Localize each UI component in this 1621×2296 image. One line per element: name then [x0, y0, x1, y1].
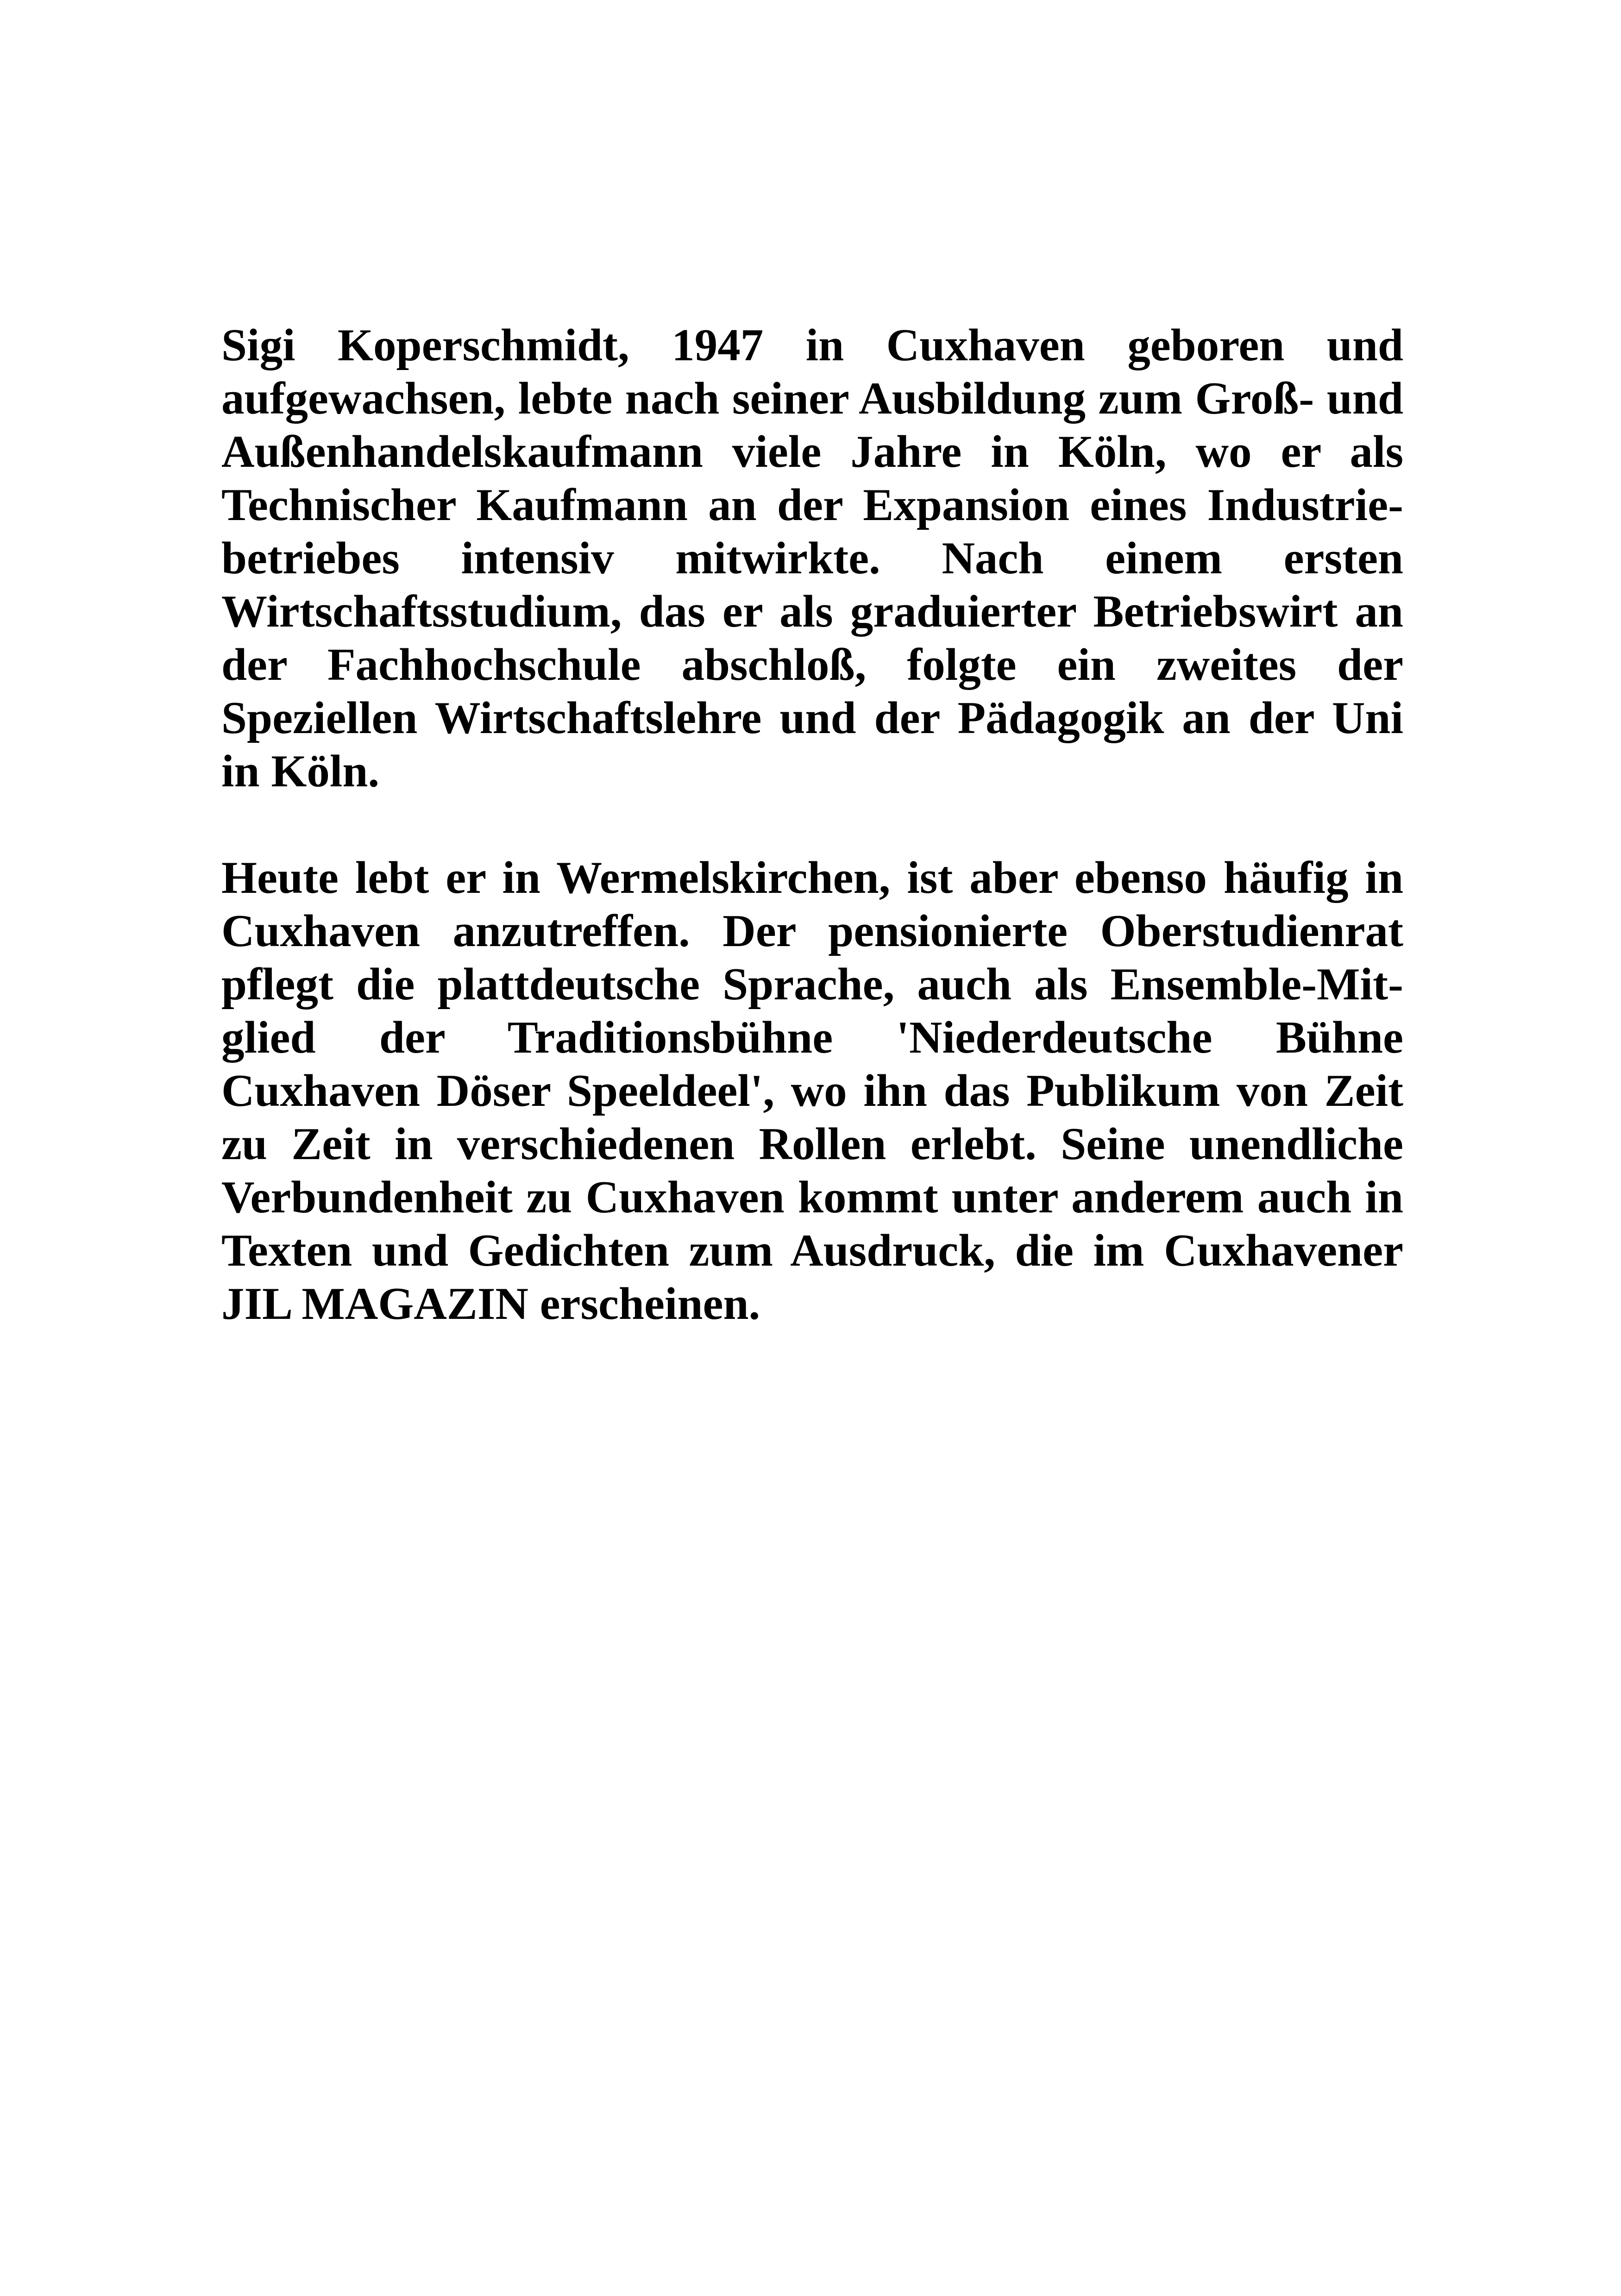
biography-text — [221, 319, 1403, 1330]
biography-paragraph-2: Heute lebt er in Wermelskirchen, ist aber ebenso häufig in Cuxhaven anzutreffen. Der pensionierte Oberstudienrat pflegt die plattdeutsche Sprache, auch als Ensemble-Mitglied der Traditionsbühne 'Niederdeutsche Bühne Cuxhaven Döser Speeldeel', wo ihn das Publikum von Zeit zu Zeit in verschiedenen Rollen erlebt. Seine unendliche Verbundenheit zu Cuxhaven kommt unter anderem auch in Texten und Gedichten zum Ausdruck, die im Cuxhavener JIL MAGAZIN erscheinen. — [221, 853, 1403, 1329]
biography-paragraph-1: Sigi Koperschmidt, 1947 in Cuxhaven geboren und aufgewachsen, lebte nach seiner Ausbildung zum Groß- und Außenhandelskaufmann viele Jahre in Köln, wo er als Technischer Kaufmann an der Expansion eines Industriebetriebes intensiv mitwirkte. Nach einem ersten Wirtschaftsstudium, das er als graduierter Betriebswirt an der Fachhochschule abschloß, folgte ein zweites der Speziellen Wirtschaftslehre und der Pädagogik an der Uni in Köln. — [221, 320, 1403, 797]
